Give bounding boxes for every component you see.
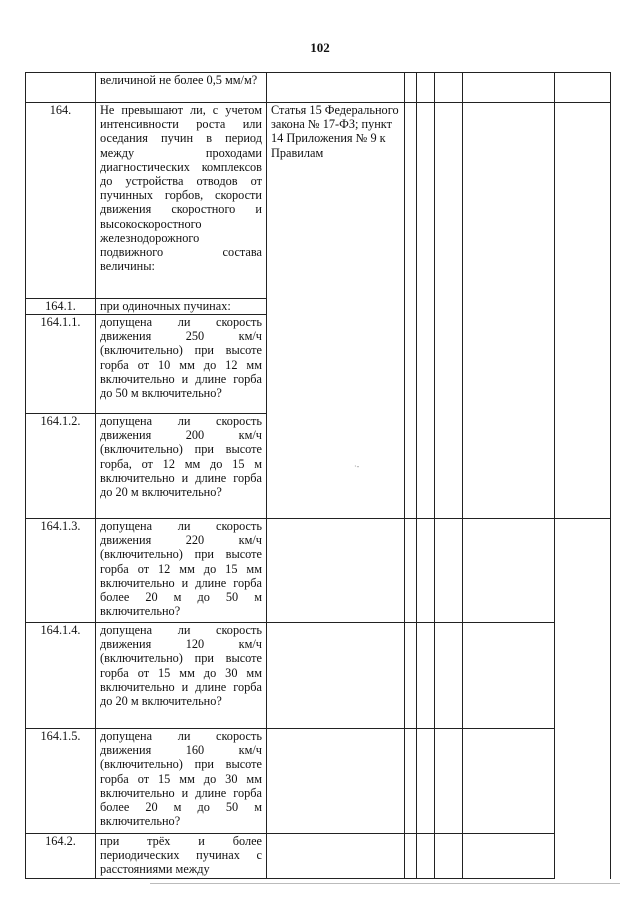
requirements-table xyxy=(25,72,611,879)
bottom-scan-line xyxy=(150,883,620,884)
question-text: допущена ли скорость движения 120 км/ч (включительно) при высоте горба от 15 мм до 30 мм включительно и длине горба до 20 м включительно? xyxy=(96,623,267,729)
answer-cell xyxy=(463,623,555,729)
answer-cell xyxy=(555,73,611,103)
item-number: 164.1.4. xyxy=(26,623,96,729)
answer-cell xyxy=(463,73,555,103)
scan-speck: ·- xyxy=(354,462,360,471)
answer-cell xyxy=(435,834,463,879)
answer-cell xyxy=(463,519,555,623)
question-text: величиной не более 0,5 мм/м? xyxy=(96,73,267,103)
answer-cell xyxy=(417,103,435,519)
answer-cell xyxy=(405,103,417,519)
answer-cell xyxy=(435,729,463,834)
answer-cell xyxy=(417,834,435,879)
legal-reference: Статья 15 Федерального закона № 17-ФЗ; пункт 14 Приложения № 9 к Правилам xyxy=(267,103,405,519)
answer-cell xyxy=(405,519,417,623)
item-number xyxy=(26,73,96,103)
item-number: 164.1.1. xyxy=(26,315,96,414)
table-row xyxy=(26,73,611,103)
table-row xyxy=(26,729,611,834)
answer-cell xyxy=(405,729,417,834)
answer-cell xyxy=(405,73,417,103)
table-row xyxy=(26,103,611,299)
answer-cell xyxy=(463,103,555,519)
question-text: допущена ли скорость движения 200 км/ч (включительно) при высоте горба, от 12 мм до 15 м включительно и длине горба до 20 м включительно? xyxy=(96,414,267,519)
answer-cell xyxy=(463,834,555,879)
table-row xyxy=(26,623,611,729)
item-number: 164. xyxy=(26,103,96,299)
answer-cell xyxy=(435,623,463,729)
item-number: 164.1. xyxy=(26,299,96,315)
answer-cell xyxy=(417,519,435,623)
item-number: 164.2. xyxy=(26,834,96,879)
answer-cell xyxy=(435,73,463,103)
item-number: 164.1.5. xyxy=(26,729,96,834)
question-text: при трёх и более периодических пучинах с расстояниями между xyxy=(96,834,267,879)
question-text: допущена ли скорость движения 250 км/ч (включительно) при высоте горба от 10 мм до 12 мм включительно и длине горба до 50 м включительно? xyxy=(96,315,267,414)
answer-cell xyxy=(267,623,405,729)
item-number: 164.1.3. xyxy=(26,519,96,623)
question-text: допущена ли скорость движения 220 км/ч (включительно) при высоте горба от 12 мм до 15 мм включительно и длине горба более 20 м до 50 м включительно? xyxy=(96,519,267,623)
reference-cell xyxy=(267,73,405,103)
answer-cell xyxy=(405,834,417,879)
question-text: при одиночных пучинах: xyxy=(96,299,267,315)
answer-cell xyxy=(267,519,405,623)
answer-cell xyxy=(417,73,435,103)
answer-cell xyxy=(405,623,417,729)
question-text: Не превышают ли, с учетом интенсивности роста или оседания пучин в период между проходами диагностических комплексов до устройства отводов от пучинных горбов, скорости движения скоростного и высокоскоростного железнодорожного подвижного состава величины: xyxy=(96,103,267,299)
table-row xyxy=(26,519,611,623)
answer-cell xyxy=(555,103,611,519)
item-number: 164.1.2. xyxy=(26,414,96,519)
answer-cell xyxy=(435,103,463,519)
answer-cell xyxy=(435,519,463,623)
page-number: 102 xyxy=(310,40,330,55)
question-text: допущена ли скорость движения 160 км/ч (включительно) при высоте горба от 15 мм до 30 мм включительно и длине горба более 20 м до 50 м включительно? xyxy=(96,729,267,834)
answer-cell xyxy=(463,729,555,834)
table-row xyxy=(26,834,611,879)
answer-cell xyxy=(267,834,405,879)
answer-cell xyxy=(417,623,435,729)
answer-cell xyxy=(267,729,405,834)
answer-cell xyxy=(417,729,435,834)
